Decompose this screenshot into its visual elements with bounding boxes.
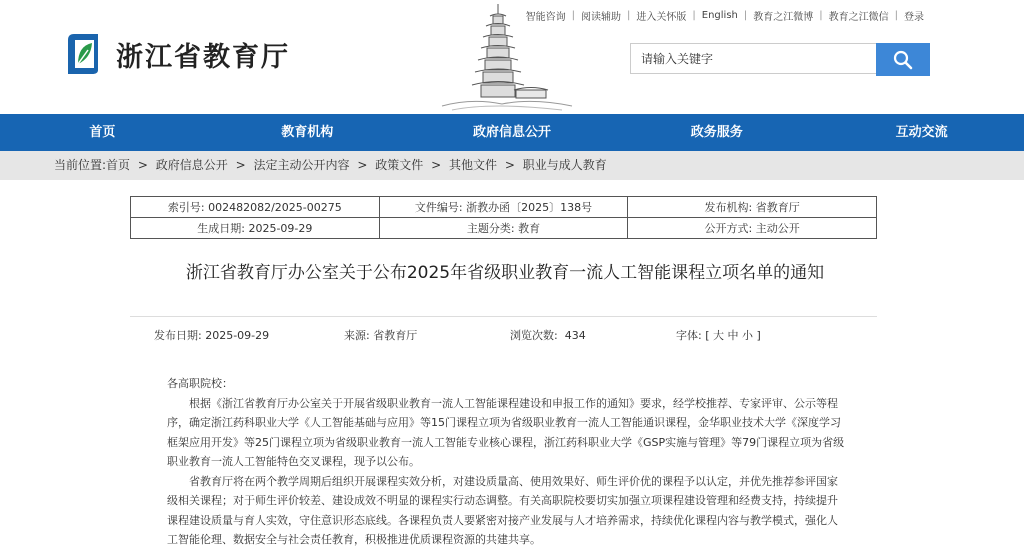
breadcrumb-separator: >: [357, 158, 368, 172]
font-size-large[interactable]: 大: [713, 329, 725, 342]
font-size-label: 字体:: [676, 329, 702, 342]
breadcrumb-policy[interactable]: 政策文件: [375, 158, 424, 172]
link-wechat[interactable]: 教育之江微信: [828, 12, 889, 23]
search-button[interactable]: [876, 43, 930, 76]
nav-services[interactable]: 政务服务: [690, 125, 743, 140]
breadcrumb-home[interactable]: 首页: [106, 158, 131, 172]
article-salutation: 各高职院校：: [167, 377, 233, 390]
link-care-mode[interactable]: 进入关怀版: [636, 12, 687, 23]
link-weibo[interactable]: 教育之江微博: [753, 12, 814, 23]
separator: |: [819, 10, 823, 21]
view-count-label: 浏览次数:: [510, 329, 558, 342]
breadcrumb-other[interactable]: 其他文件: [448, 158, 497, 172]
separator: |: [692, 10, 696, 21]
link-login[interactable]: 登录: [904, 12, 924, 23]
breadcrumb-separator: >: [235, 158, 246, 172]
meta-category: 主题分类: 教育: [379, 218, 628, 239]
link-reading-assist[interactable]: 阅读辅助: [581, 12, 622, 23]
breadcrumb-gov-info[interactable]: 政府信息公开: [155, 158, 228, 172]
breadcrumb-prefix: 当前位置:: [54, 158, 107, 172]
search-icon: [893, 50, 913, 70]
breadcrumb-separator: >: [504, 158, 515, 172]
meta-publisher: 发布机构: 省教育厅: [628, 197, 877, 218]
view-count: [510, 327, 586, 343]
font-size-medium[interactable]: 中: [727, 329, 739, 342]
document-meta-table: [130, 196, 877, 239]
link-english[interactable]: English: [701, 10, 738, 21]
top-links: [526, 8, 924, 23]
breadcrumb: [0, 151, 1024, 180]
article-paragraph: 省教育厅将在两个教学周期后组织开展课程实效分析，对建设质量高、使用效果好、师生评价优的课程予以认定，并优先推荐参评国家级相关课程；对于师生评价较差、建设成效不明显的课程实行动态调整。有关高职院校要切实加强立项课程建设管理和经费支持，持续提升课程建设质量与育人实效，守住意识形态底线。各课程负责人要紧密对接产业发展与人才培养需求，持续优化课程内容与教学模式，强化人工智能伦理、数据安全与社会责任教育，积极推进优质课程资源的共建共享。: [167, 474, 838, 546]
article-body: [167, 374, 845, 550]
publish-date: 发布日期: 2025-09-29: [154, 329, 270, 342]
logo-emblem-icon: [64, 30, 104, 78]
font-size-small[interactable]: 小: [742, 329, 754, 342]
breadcrumb-vocational[interactable]: 职业与成人教育: [522, 158, 607, 172]
breadcrumb-separator: >: [431, 158, 442, 172]
separator: |: [894, 10, 898, 21]
meta-doc-no: 文件编号: 浙教办函〔2025〕138号: [379, 197, 628, 218]
nav-institutions[interactable]: 教育机构: [281, 125, 334, 140]
view-count-value: 434: [564, 329, 586, 342]
meta-created: 生成日期: 2025-09-29: [131, 218, 380, 239]
site-logo[interactable]: [64, 30, 290, 78]
separator: |: [571, 10, 576, 21]
meta-index-no: 索引号: 002482082/2025-00275: [131, 197, 380, 218]
meta-disclosure: 公开方式: 主动公开: [628, 218, 877, 239]
nav-interaction[interactable]: 互动交流: [895, 125, 948, 140]
search-input[interactable]: [630, 43, 876, 74]
font-size-control: 字体: [ 大 中 小 ]: [676, 329, 761, 342]
site-header: [0, 0, 1024, 114]
main-nav: [0, 114, 1024, 151]
search-box: [630, 43, 935, 76]
link-smart-consult[interactable]: 智能咨询: [525, 12, 566, 23]
article-source: 来源: 省教育厅: [344, 329, 418, 342]
nav-home[interactable]: 首页: [89, 125, 116, 140]
separator: |: [627, 10, 631, 21]
breadcrumb-separator: >: [137, 158, 148, 172]
meta-row: [131, 197, 877, 218]
site-name: 浙江省教育厅: [116, 41, 290, 73]
nav-gov-info[interactable]: 政府信息公开: [472, 125, 551, 140]
meta-row: [131, 218, 877, 239]
separator: |: [743, 10, 748, 21]
article-paragraph: 根据《浙江省教育厅办公室关于开展省级职业教育一流人工智能课程建设和申报工作的通知》要求，经学校推荐、专家评审、公示等程序，确定浙江药科职业大学《人工智能基础与应用》等15门课程立项为省级职业教育一流人工智能通识课程，金华职业技术大学《深度学习框架应用开发》等25门课程立项为省级职业教育一流人工智能专业核心课程，浙江药科职业大学《GSP实施与管理》等79门课程立项为省级职业教育一流人工智能特色交叉课程，现予以公布。: [167, 396, 845, 468]
article-info-bar: [130, 316, 877, 353]
breadcrumb-statutory[interactable]: 法定主动公开内容: [253, 158, 350, 172]
article-title: 浙江省教育厅办公室关于公布2025年省级职业教育一流人工智能课程立项名单的通知: [185, 263, 825, 283]
